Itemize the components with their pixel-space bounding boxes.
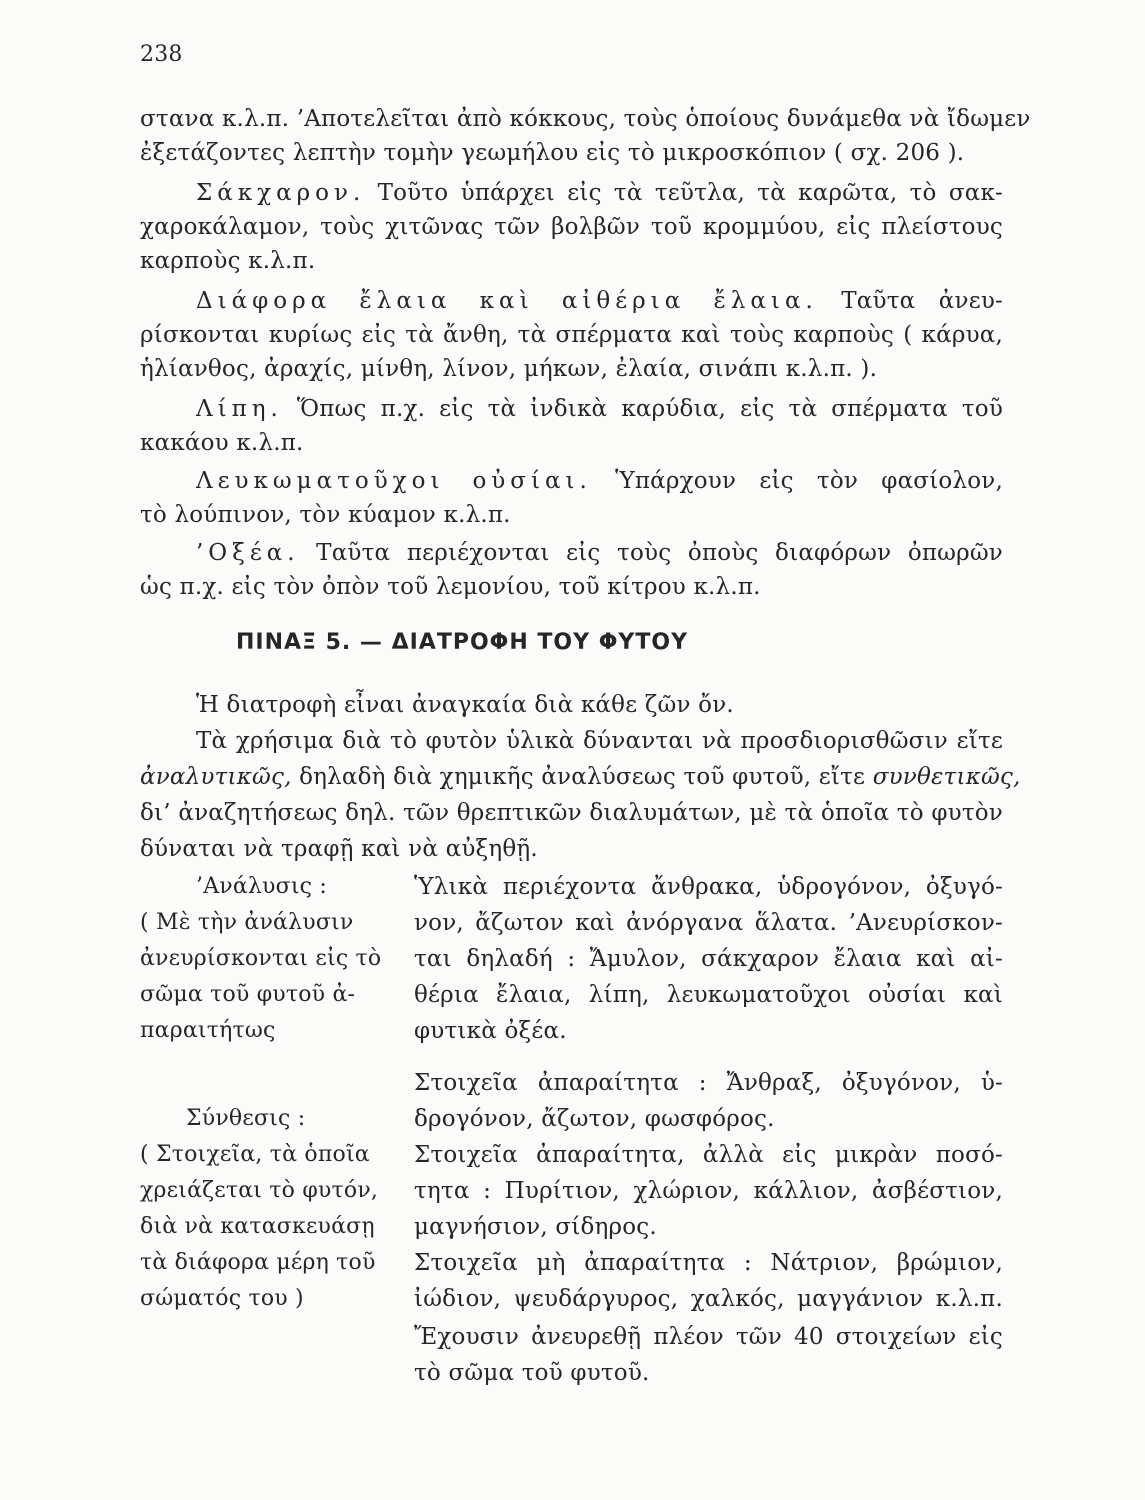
synthesis-text: Στοιχεῖα ἀπαραίτητα : Ἄνθραξ, ὀξυγόνον, ὑ- bbox=[414, 1070, 1003, 1096]
text-run: Τοῦτο ὑπάρχει εἰς τὰ τεῦτλα, τὰ καρῶτα, τὸ σακ- bbox=[377, 180, 1003, 206]
synthesis-text: Στοιχεῖα μὴ ἀπαραίτητα : Νάτριον, βρώμιον, bbox=[414, 1250, 1003, 1276]
synthesis-text: ἰώδιον, ψευδάργυρος, χαλκός, μαγγάνιον κ.λ.π. bbox=[414, 1286, 1003, 1312]
page-number: 238 bbox=[140, 42, 183, 67]
synthesis-label: σώματός του ) bbox=[140, 1286, 304, 1311]
synthesis-label: Σύνθεσις : bbox=[186, 1106, 306, 1131]
text-line bbox=[196, 394, 1003, 424]
text-line bbox=[196, 538, 1003, 568]
analysis-label: παραιτήτως bbox=[140, 1018, 276, 1043]
table-title: ΠΙΝΑΞ 5. — ΔΙΑΤΡΟΦΗ ΤΟΥ ΦΥΤΟΥ bbox=[236, 630, 688, 655]
synthesis-text: μαγνήσιον, σίδηρος. bbox=[414, 1214, 657, 1240]
synthesis-label: διὰ νὰ κατασκευάσῃ bbox=[140, 1214, 375, 1239]
text-run: Ταῦτα περιέχονται εἰς τοὺς ὀποὺς διαφόρων ὀπωρῶν bbox=[316, 540, 1003, 566]
spaced-term: Διάφορα ἔλαια καὶ αἰθέρια ἔλαια. bbox=[196, 288, 818, 314]
text-run: Ταῦτα ἀνευ- bbox=[841, 288, 1003, 314]
synthesis-text: δρογόνον, ἄζωτον, φωσφόρος. bbox=[414, 1106, 775, 1132]
analysis-label: ’Ανάλυσις : bbox=[196, 874, 327, 899]
text-line: κακάου κ.λ.π. bbox=[140, 430, 304, 456]
text-line: στανα κ.λ.π. ’Αποτελεῖται ἀπὸ κόκκους, τοὺς ὁποίους δυνάμεθα νὰ ἴδωμεν bbox=[140, 106, 1031, 132]
synthesis-label: χρειάζεται τὸ φυτόν, bbox=[140, 1178, 379, 1203]
synthesis-text: Στοιχεῖα ἀπαραίτητα, ἀλλὰ εἰς μικρὰν ποσό- bbox=[414, 1142, 1003, 1168]
analysis-text: νον, ἄζωτον καὶ ἀνόργανα ἅλατα. ’Ανευρίσκον- bbox=[414, 910, 1003, 936]
italic-term: συνθετικῶς, bbox=[872, 764, 1021, 790]
synthesis-label: ( Στοιχεῖα, τὰ ὁποῖα bbox=[140, 1142, 370, 1167]
text-line: ἐξετάζοντες λεπτὴν τομὴν γεωμήλου εἰς τὸ μικροσκόπιον ( σχ. 206 ). bbox=[140, 140, 965, 166]
analysis-label: σῶμα τοῦ φυτοῦ ἀ- bbox=[140, 982, 356, 1007]
text-line: ὡς π.χ. εἰς τὸν ὀπὸν τοῦ λεμονίου, τοῦ κίτρου κ.λ.π. bbox=[140, 574, 761, 600]
spaced-term: Σάκχαρον. bbox=[196, 180, 366, 206]
analysis-text: Ὑλικὰ περιέχοντα ἄνθρακα, ὑδρογόνον, ὀξυγό- bbox=[414, 874, 1003, 900]
synthesis-text: Ἔχουσιν ἀνευρεθῇ πλέον τῶν 40 στοιχείων εἰς bbox=[414, 1324, 1003, 1350]
text-line: τὸ λούπινον, τὸν κύαμον κ.λ.π. bbox=[140, 502, 511, 528]
synthesis-text: τητα : Πυρίτιον, χλώριον, κάλλιον, ἀσβέστιον, bbox=[414, 1178, 1003, 1204]
analysis-label: ἀνευρίσκονται εἰς τὸ bbox=[140, 946, 382, 971]
text-line: ρίσκονται κυρίως εἰς τὰ ἄνθη, τὰ σπέρματα καὶ τοὺς καρποὺς ( κάρυα, bbox=[140, 322, 1003, 348]
synthesis-label: τὰ διάφορα μέρη τοῦ bbox=[140, 1250, 376, 1275]
spaced-term: ’Οξέα. bbox=[196, 540, 300, 566]
text-line: δι’ ἀναζητήσεως δηλ. τῶν θρεπτικῶν διαλυμάτων, μὲ τὰ ὁποῖα τὸ φυτὸν bbox=[140, 800, 1003, 826]
analysis-text: ται δηλαδή : Ἄμυλον, σάκχαρον ἔλαια καὶ αἰ- bbox=[414, 946, 1003, 972]
analysis-label: ( Μὲ τὴν ἀνάλυσιν bbox=[140, 910, 354, 935]
text-line bbox=[196, 286, 1003, 316]
text-line: καρποὺς κ.λ.π. bbox=[140, 248, 316, 274]
italic-term: ἀναλυτικῶς, bbox=[140, 764, 292, 790]
text-run: δηλαδὴ διὰ χημικῆς ἀναλύσεως τοῦ φυτοῦ, εἴτε bbox=[299, 764, 866, 790]
analysis-text: φυτικὰ ὀξέα. bbox=[414, 1018, 567, 1044]
synthesis-text: τὸ σῶμα τοῦ φυτοῦ. bbox=[414, 1360, 650, 1386]
text-line: χαροκάλαμον, τοὺς χιτῶνας τῶν βολβῶν τοῦ κρομμύου, εἰς πλείστους bbox=[140, 214, 1003, 240]
text-line: δύναται νὰ τραφῇ καὶ νὰ αὐξηθῇ. bbox=[140, 836, 538, 862]
text-run: Ὑπάρχουν εἰς τὸν φασίολον, bbox=[615, 468, 1003, 494]
spaced-term: Λίπη. bbox=[196, 396, 283, 422]
text-line: Ἡ διατροφὴ εἶναι ἀναγκαία διὰ κάθε ζῶν ὄν. bbox=[196, 692, 734, 718]
text-line bbox=[196, 178, 1003, 208]
analysis-text: θέρια ἔλαια, λίπη, λευκωματοῦχοι οὐσίαι καὶ bbox=[414, 982, 1003, 1008]
text-line bbox=[196, 466, 1003, 496]
text-line: ἡλίανθος, ἀραχίς, μίνθη, λίνον, μήκων, ἐλαία, σινάπι κ.λ.π. ). bbox=[140, 356, 878, 382]
text-run: Ὅπως π.χ. εἰς τὰ ἰνδικὰ καρύδια, εἰς τὰ σπέρματα τοῦ bbox=[296, 396, 1003, 422]
text-line: Τὰ χρήσιμα διὰ τὸ φυτὸν ὑλικὰ δύνανται νὰ προσδιορισθῶσιν εἴτε bbox=[196, 728, 1003, 754]
text-line bbox=[140, 762, 1021, 792]
spaced-term: Λευκωματοῦχοι οὐσίαι. bbox=[196, 468, 592, 494]
